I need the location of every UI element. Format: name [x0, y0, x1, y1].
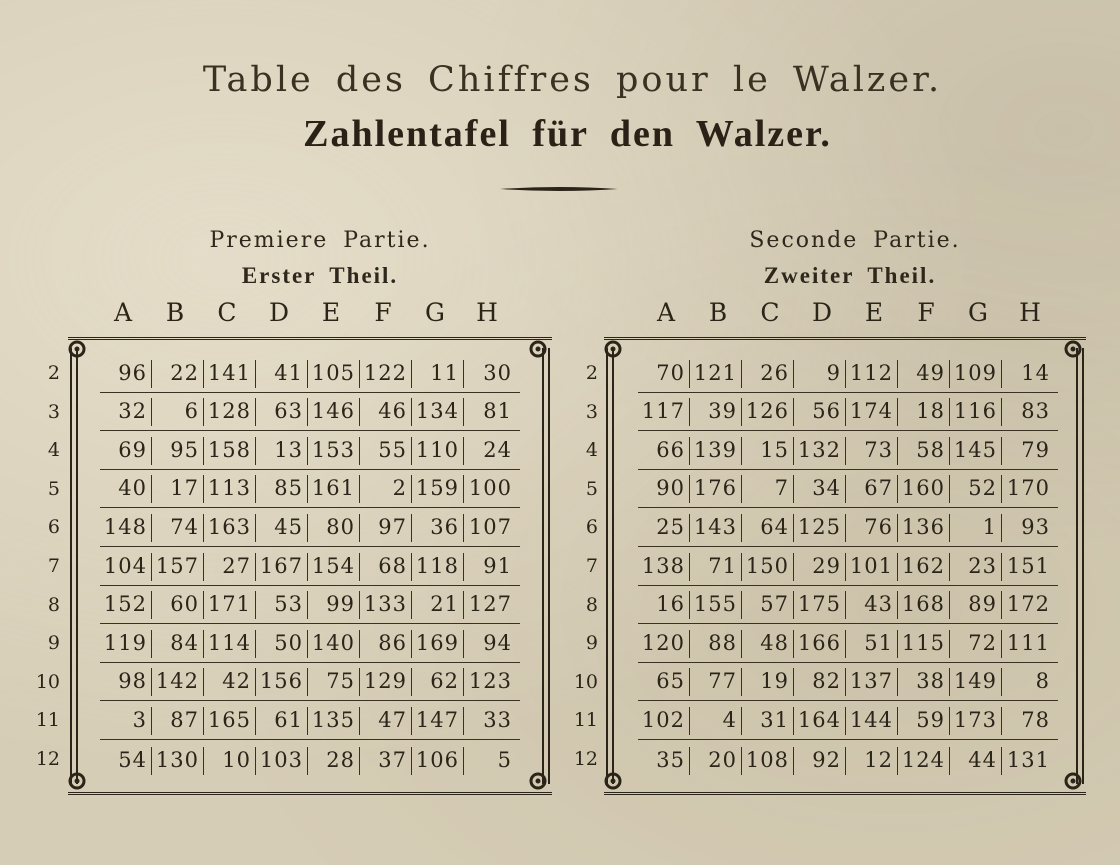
table-cell: 166 [794, 630, 846, 658]
table-row [100, 508, 520, 547]
table-cell: 104 [100, 553, 152, 581]
table-cell: 17 [152, 475, 204, 503]
table-cell: 57 [742, 591, 794, 619]
table-row [638, 508, 1058, 547]
table-cell: 18 [898, 398, 950, 426]
table-cell: 118 [412, 553, 464, 581]
table-cell: 141 [204, 360, 256, 388]
table-cell: 161 [308, 475, 360, 503]
table-cell: 25 [638, 514, 690, 542]
table-cell: 1 [950, 514, 1002, 542]
table-cell: 12 [846, 747, 898, 775]
table-cell: 23 [950, 553, 1002, 581]
table-cell: 61 [256, 707, 308, 735]
table-cell: 69 [100, 437, 152, 465]
table-cell: 162 [898, 553, 950, 581]
column-header-h: H [1019, 298, 1041, 327]
table-row [638, 624, 1058, 663]
table-cell: 156 [256, 668, 308, 696]
column-header-e: E [321, 298, 341, 327]
table-cell: 38 [898, 668, 950, 696]
table-cell: 80 [308, 514, 360, 542]
table-cell: 108 [742, 747, 794, 775]
row-label: 4 [585, 439, 598, 462]
table-cell: 154 [308, 553, 360, 581]
column-header-c: C [217, 298, 237, 327]
column-header-e: E [864, 298, 884, 327]
table-row [638, 431, 1058, 470]
table-cell: 110 [412, 437, 464, 465]
table-cell: 77 [690, 668, 742, 696]
table-cell: 128 [204, 398, 256, 426]
part2-row-labels [558, 354, 598, 779]
table-cell: 146 [308, 398, 360, 426]
table-cell: 67 [846, 475, 898, 503]
table-row [100, 663, 520, 702]
table-cell: 101 [846, 553, 898, 581]
part2-column-headers [640, 298, 1056, 327]
table-cell: 7 [742, 475, 794, 503]
table-cell: 127 [468, 592, 512, 617]
table-cell: 45 [256, 514, 308, 542]
table-row [638, 470, 1058, 509]
table-cell: 159 [412, 475, 464, 503]
title-french: Table des Chiffres pour le Walzer. [202, 60, 943, 100]
row-label: 2 [585, 362, 598, 384]
row-label: 8 [47, 593, 60, 616]
column-header-f: F [374, 298, 392, 327]
column-header-d: D [268, 298, 290, 327]
row-label: 9 [47, 632, 60, 655]
part1-row-labels [20, 354, 60, 779]
table-cell: 152 [100, 591, 152, 619]
table-cell: 49 [898, 360, 950, 388]
table-cell: 44 [950, 747, 1002, 775]
table-cell: 52 [950, 475, 1002, 503]
table-cell: 169 [412, 630, 464, 658]
row-label: 3 [585, 400, 598, 423]
table-cell: 151 [1006, 553, 1050, 578]
table-cell: 72 [950, 630, 1002, 658]
table-cell: 47 [360, 707, 412, 735]
table-cell: 75 [308, 668, 360, 696]
column-header-c: C [760, 298, 780, 327]
table-cell: 41 [256, 360, 308, 388]
row-label: 5 [585, 477, 598, 500]
table-row [100, 740, 520, 779]
row-label: 12 [573, 747, 598, 770]
table-cell: 34 [794, 475, 846, 503]
table-cell: 103 [256, 747, 308, 775]
table-cell: 90 [638, 475, 690, 503]
table-cell: 64 [742, 514, 794, 542]
table-cell: 46 [360, 398, 412, 426]
table-cell: 56 [794, 398, 846, 426]
table-row [100, 624, 520, 663]
table-cell: 119 [100, 630, 152, 658]
divider-ornament [500, 184, 618, 194]
table-row [100, 393, 520, 432]
table-cell: 160 [898, 475, 950, 503]
row-label: 6 [585, 516, 598, 539]
row-label: 10 [573, 670, 598, 693]
table-cell: 31 [742, 707, 794, 735]
table-cell: 71 [690, 553, 742, 581]
table-cell: 85 [256, 475, 308, 503]
table-cell: 150 [742, 553, 794, 581]
table-cell: 130 [152, 747, 204, 775]
table-cell: 129 [360, 668, 412, 696]
table-cell: 100 [468, 476, 512, 501]
table-cell: 145 [950, 437, 1002, 465]
table-cell: 121 [690, 360, 742, 388]
table-cell: 137 [846, 668, 898, 696]
row-label: 6 [47, 516, 60, 539]
table-cell: 91 [483, 553, 512, 578]
table-row [100, 701, 520, 740]
table-cell: 29 [794, 553, 846, 581]
table-row [638, 393, 1058, 432]
part2-corner-ornament-br [1060, 768, 1086, 794]
table-cell: 70 [638, 360, 690, 388]
table-cell: 36 [412, 514, 464, 542]
table-cell: 102 [638, 707, 690, 735]
part1-corner-ornament-br [525, 768, 551, 794]
table-cell: 27 [204, 553, 256, 581]
table-cell: 138 [638, 553, 690, 581]
table-cell: 11 [412, 360, 464, 388]
table-cell: 171 [204, 591, 256, 619]
table-cell: 123 [468, 669, 512, 694]
row-label: 2 [47, 362, 60, 384]
table-cell: 78 [1021, 707, 1050, 732]
table-row [638, 354, 1058, 393]
table-row [100, 586, 520, 625]
table-cell: 89 [950, 591, 1002, 619]
column-header-b: B [165, 298, 185, 327]
column-header-d: D [811, 298, 833, 327]
table-cell: 42 [204, 668, 256, 696]
table-cell: 148 [100, 514, 152, 542]
table-cell: 167 [256, 553, 308, 581]
table-cell: 63 [256, 398, 308, 426]
table-cell: 53 [256, 591, 308, 619]
table-cell: 21 [412, 591, 464, 619]
table-cell: 94 [483, 630, 512, 655]
table-cell: 55 [360, 437, 412, 465]
column-header-g: G [425, 298, 445, 327]
table-cell: 73 [846, 437, 898, 465]
table-cell: 81 [483, 399, 512, 424]
table-cell: 54 [100, 747, 152, 775]
part2-title-german: Zweiter Theil. [763, 263, 937, 288]
table-row [638, 547, 1058, 586]
table-cell: 131 [1006, 747, 1050, 772]
part1-title-german: Erster Theil. [241, 263, 399, 288]
table-row [100, 547, 520, 586]
table-row [100, 470, 520, 509]
row-label: 4 [47, 439, 60, 462]
column-header-a: A [113, 298, 133, 327]
part1-title-french: Premiere Partie. [209, 228, 431, 253]
table-cell: 92 [794, 747, 846, 775]
table-cell: 65 [638, 668, 690, 696]
column-header-g: G [968, 298, 988, 327]
table-cell: 43 [846, 591, 898, 619]
table-cell: 115 [898, 630, 950, 658]
part2-title-french: Seconde Partie. [749, 228, 961, 253]
column-header-a: A [656, 298, 676, 327]
table-cell: 173 [950, 707, 1002, 735]
table-cell: 139 [690, 437, 742, 465]
part1-number-table [100, 354, 520, 779]
row-label: 7 [585, 554, 598, 577]
table-cell: 155 [690, 591, 742, 619]
part2-corner-ornament-tr [1060, 336, 1086, 362]
table-cell: 107 [468, 514, 512, 539]
table-cell: 134 [412, 398, 464, 426]
table-cell: 125 [794, 514, 846, 542]
row-label: 11 [573, 709, 598, 732]
row-label: 3 [47, 400, 60, 423]
table-cell: 126 [742, 398, 794, 426]
row-label: 11 [35, 709, 60, 732]
table-cell: 88 [690, 630, 742, 658]
table-cell: 165 [204, 707, 256, 735]
table-cell: 62 [412, 668, 464, 696]
table-row [638, 663, 1058, 702]
table-cell: 51 [846, 630, 898, 658]
table-cell: 112 [846, 360, 898, 388]
table-cell: 15 [742, 437, 794, 465]
table-row [638, 701, 1058, 740]
row-label: 5 [47, 477, 60, 500]
table-cell: 9 [794, 360, 846, 388]
table-cell: 68 [360, 553, 412, 581]
title-german: Zahlentafel für den Walzer. [303, 113, 832, 155]
table-cell: 33 [483, 707, 512, 732]
table-cell: 153 [308, 437, 360, 465]
part1-corner-ornament-tl [64, 336, 90, 362]
table-cell: 13 [256, 437, 308, 465]
table-cell: 66 [638, 437, 690, 465]
table-cell: 60 [152, 591, 204, 619]
column-header-b: B [708, 298, 728, 327]
part1-column-headers [97, 298, 513, 327]
row-label: 9 [585, 632, 598, 655]
table-cell: 136 [898, 514, 950, 542]
table-cell: 40 [100, 475, 152, 503]
table-cell: 163 [204, 514, 256, 542]
table-cell: 4 [690, 707, 742, 735]
table-row [638, 740, 1058, 779]
table-cell: 97 [360, 514, 412, 542]
table-cell: 10 [204, 747, 256, 775]
table-cell: 32 [100, 398, 152, 426]
table-cell: 99 [308, 591, 360, 619]
table-cell: 50 [256, 630, 308, 658]
table-cell: 111 [1006, 630, 1050, 655]
table-cell: 132 [794, 437, 846, 465]
column-header-f: F [917, 298, 935, 327]
row-label: 8 [585, 593, 598, 616]
table-cell: 20 [690, 747, 742, 775]
table-cell: 176 [690, 475, 742, 503]
table-cell: 19 [742, 668, 794, 696]
table-cell: 98 [100, 668, 152, 696]
part1-corner-ornament-bl [64, 768, 90, 794]
table-cell: 174 [846, 398, 898, 426]
part1-corner-ornament-tr [525, 336, 551, 362]
table-cell: 35 [638, 747, 690, 775]
table-cell: 37 [360, 747, 412, 775]
table-cell: 59 [898, 707, 950, 735]
table-cell: 113 [204, 475, 256, 503]
table-cell: 124 [898, 747, 950, 775]
row-label: 7 [47, 554, 60, 577]
table-cell: 175 [794, 591, 846, 619]
table-cell: 106 [412, 747, 464, 775]
table-cell: 79 [1021, 437, 1050, 462]
table-cell: 26 [742, 360, 794, 388]
table-cell: 16 [638, 591, 690, 619]
table-cell: 82 [794, 668, 846, 696]
table-cell: 86 [360, 630, 412, 658]
table-cell: 3 [100, 707, 152, 735]
table-cell: 144 [846, 707, 898, 735]
table-cell: 8 [1035, 669, 1050, 694]
table-cell: 164 [794, 707, 846, 735]
part2-corner-ornament-bl [600, 768, 626, 794]
table-cell: 58 [898, 437, 950, 465]
table-cell: 122 [360, 360, 412, 388]
table-cell: 2 [360, 475, 412, 503]
table-cell: 135 [308, 707, 360, 735]
part2-number-table [638, 354, 1058, 779]
table-cell: 95 [152, 437, 204, 465]
table-cell: 157 [152, 553, 204, 581]
row-label: 10 [35, 670, 60, 693]
table-cell: 96 [100, 360, 152, 388]
table-cell: 84 [152, 630, 204, 658]
table-cell: 48 [742, 630, 794, 658]
table-cell: 22 [152, 360, 204, 388]
table-cell: 143 [690, 514, 742, 542]
table-cell: 6 [152, 398, 204, 426]
table-cell: 114 [204, 630, 256, 658]
table-cell: 140 [308, 630, 360, 658]
table-cell: 74 [152, 514, 204, 542]
table-row [638, 586, 1058, 625]
table-cell: 170 [1006, 476, 1050, 501]
table-cell: 168 [898, 591, 950, 619]
table-cell: 109 [950, 360, 1002, 388]
row-label: 12 [35, 747, 60, 770]
part2-corner-ornament-tl [600, 336, 626, 362]
table-cell: 39 [690, 398, 742, 426]
table-cell: 147 [412, 707, 464, 735]
table-cell: 142 [152, 668, 204, 696]
table-cell: 28 [308, 747, 360, 775]
table-cell: 14 [1021, 360, 1050, 385]
table-cell: 24 [483, 437, 512, 462]
table-cell: 116 [950, 398, 1002, 426]
table-cell: 120 [638, 630, 690, 658]
table-cell: 149 [950, 668, 1002, 696]
table-cell: 93 [1021, 514, 1050, 539]
table-cell: 5 [497, 747, 512, 772]
table-cell: 83 [1021, 399, 1050, 424]
column-header-h: H [476, 298, 498, 327]
table-cell: 87 [152, 707, 204, 735]
table-cell: 117 [638, 398, 690, 426]
table-cell: 158 [204, 437, 256, 465]
table-row [100, 354, 520, 393]
table-cell: 30 [483, 360, 512, 385]
table-cell: 105 [308, 360, 360, 388]
table-cell: 76 [846, 514, 898, 542]
table-cell: 172 [1006, 592, 1050, 617]
table-row [100, 431, 520, 470]
table-cell: 133 [360, 591, 412, 619]
